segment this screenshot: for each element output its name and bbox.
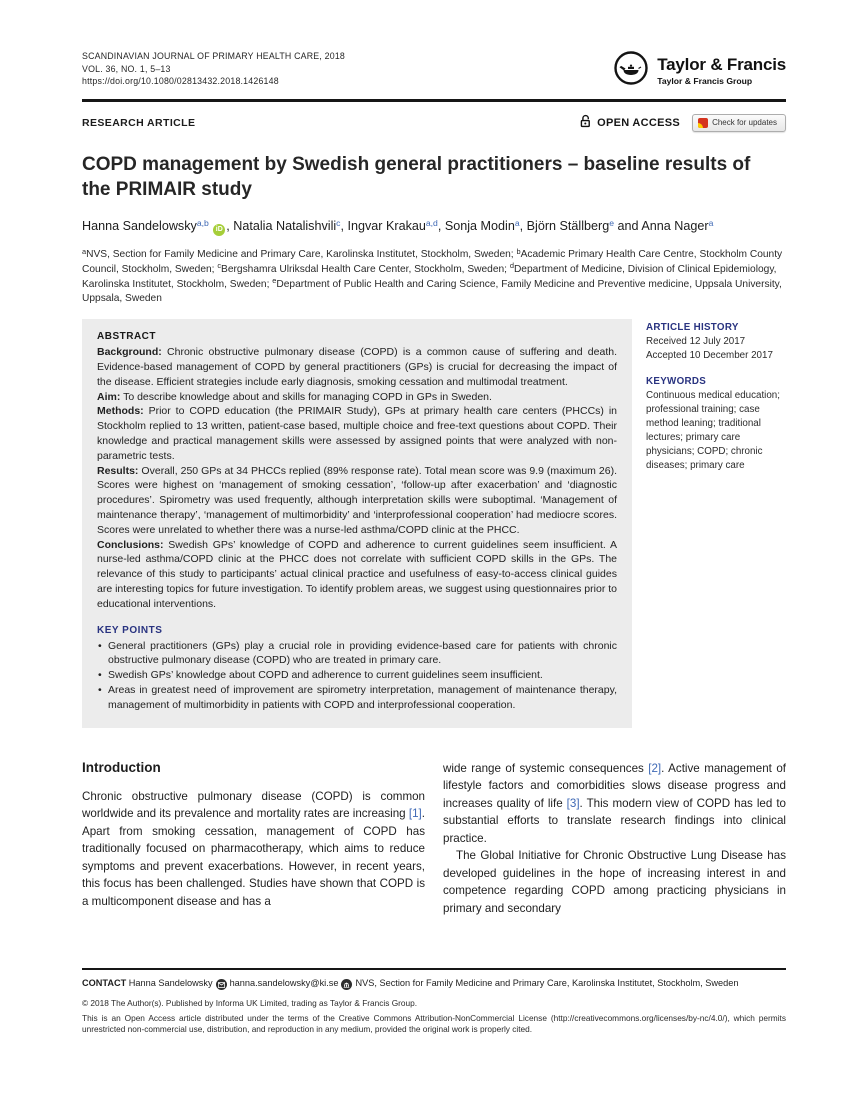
contact-line [82, 977, 786, 991]
key-points-heading: KEY POINTS [97, 624, 163, 636]
badges-cluster [579, 114, 786, 132]
email-icon [216, 979, 227, 990]
journal-volume-line: VOL. 36, NO. 1, 5–13 [82, 63, 171, 74]
affiliation-sup: d [509, 261, 514, 271]
keywords-heading: KEYWORDS [646, 376, 707, 388]
author-line: Hanna Sandelowsky$^{a,b}$ iD , Natalia Natalishvili$^c$, Ingvar Krakau$^{a,d}$, Sonja Modin$^a$, Björn Ställberg$^e$ and Anna Nager$^a$ [82, 218, 737, 237]
author-name: Hanna Sandelowsky [82, 218, 197, 233]
publisher-wordmark [657, 55, 786, 86]
copyright-line: © 2018 The Author(s). Published by Informa UK Limited, trading as Taylor & Francis Group. [82, 998, 418, 1008]
introduction-heading: Introduction [82, 759, 161, 775]
key-point-item: • General practitioners (GPs) play a crucial role in providing evidence-based care for patients with chronic obstructive pulmonary disease (COPD) who are treated in primary care. [97, 639, 617, 669]
article-history-heading: ARTICLE HISTORY [646, 322, 739, 334]
author-affiliation-sup: c [336, 217, 341, 228]
author-name: Björn Ställberg [526, 218, 610, 233]
reference-link[interactable]: [2] [648, 761, 662, 775]
footer-divider [82, 968, 786, 970]
keywords-block [646, 376, 786, 473]
license-text: This is an Open Access article distributed under the terms of the Creative Commons Attribution-NonCommercial License (http://creativecommons.org/licenses/by-nc/4.0/), which permits unrestricted non-commercial use, distribution, and reproduction in any medium, provided the original work is properly cited. [82, 1012, 786, 1034]
affiliation-sup: b [516, 246, 521, 256]
open-access-badge [579, 114, 680, 131]
abstract-paragraph-label: Methods: [97, 405, 144, 418]
reference-link[interactable]: [1] [408, 807, 422, 821]
journal-name-line: SCANDINAVIAN JOURNAL OF PRIMARY HEALTH CARE, 2018 [82, 51, 346, 61]
article-type-bar [82, 114, 786, 132]
author-name: Natalia Natalishvili [233, 218, 337, 233]
author-affiliation-sup: a,d [425, 217, 438, 228]
author-name: Ingvar Krakau [347, 218, 426, 233]
publisher-group: Taylor & Francis Group [657, 76, 753, 86]
article-history-line: Accepted 10 December 2017 [646, 350, 773, 362]
article-body [82, 760, 786, 918]
article-type-label: RESEARCH ARTICLE [82, 116, 196, 129]
affiliation-sup: e [272, 276, 277, 286]
key-points-list [97, 639, 617, 713]
article-info-sidebar [632, 319, 786, 727]
body-paragraph: wide range of systemic consequences [2]. Active management of lifestyle factors and comorbidities slows disease progress and increases quality of life [3]. This modern view of COPD has led to substantial efforts to translate research findings into clinical practice. [443, 761, 787, 845]
author-affiliation-sup: a [708, 217, 714, 228]
page-footer [82, 968, 786, 1036]
abstract-paragraph-label: Aim: [97, 390, 121, 403]
author-name: Anna Nager [641, 218, 709, 233]
journal-metadata [82, 50, 345, 88]
body-paragraph: Chronic obstructive pulmonary disease (COPD) is common worldwide and its prevalence and mortality rates are increasing [1]. Apart from smoking cessation, management of COPD has traditionally focused on pharmacotherapy, which aims to reduce symptoms and prevent exacerbations. However, in recent years, this focus has been challenged. Studies have shown that COPD is a multicomponent disease and has a [82, 789, 425, 908]
abstract-paragraph: Methods: Prior to COPD education (the PRIMAIR Study), GPs at primary health care centers (PHCCs) in Stockholm replied to 13 written, patient-case based, multiple choice and free-text questions about COPD. Their knowledge and practical management skills were assessed by assigned points that were analyzed with non-parametric tests. [97, 405, 617, 462]
author-name: Sonja Modin [444, 218, 515, 233]
contact-address: NVS, Section for Family Medicine and Primary Care, Karolinska Institutet, Stockholm, Sweden [355, 977, 739, 988]
check-for-updates-label: Check for updates [712, 118, 777, 127]
body-right-column [443, 760, 786, 918]
keywords-text: Continuous medical education; professional training; case method leaning; traditional lectures; primary care physicians; COPD; chronic diseases; primary care [646, 390, 780, 472]
affiliation-sup: a [82, 246, 87, 256]
contact-name: Hanna Sandelowsky [128, 977, 213, 988]
abstract-paragraphs [97, 345, 617, 611]
open-access-lock-icon [579, 114, 592, 131]
article-title: COPD management by Swedish general practitioners – baseline results of the PRIMAIR study [82, 153, 751, 200]
author-affiliation-sup: e [609, 217, 615, 228]
article-history-block [646, 322, 786, 363]
affiliations: $^a$NVS, Section for Family Medicine and Primary Care, Karolinska Institutet, Stockholm, Sweden; $^b$Academic Primary Health Care Centre, Stockholm County Council, Stockholm, Sweden; $^c$Bergshamra Ulriksdal Health Care Center, Stockholm, Sweden; $^d$Department of Medicine, Division of Clinical Epidemiology, Karolinska Institutet, Stockholm, Sweden; $^e$Department of Public Health and Caring Science, Family Medicine and Preventive medicine, Uppsala University, Uppsala, Sweden [82, 246, 783, 305]
abstract-heading: ABSTRACT [97, 331, 156, 343]
abstract-paragraph: Conclusions: Swedish GPs’ knowledge of COPD and adherence to current guidelines seem insufficient. A nurse-led asthma/COPD clinic at the PHCC does not correlate with sufficient COPD skills in the GPs. The relevance of this study to participants’ actual clinical practice and usefulness of easy-to-access clinical guides are interesting topics for future investigation. To identify problem areas, we suggest using questionnaires prior to educational interventions. [97, 538, 617, 610]
check-for-updates-button[interactable] [692, 114, 786, 132]
article-history-line: Received 12 July 2017 [646, 336, 746, 348]
affiliation-sup: c [217, 261, 222, 271]
page-header [82, 50, 786, 91]
right-column-paragraphs [443, 760, 786, 918]
article-history-lines [646, 335, 786, 363]
abstract-paragraph: Background: Chronic obstructive pulmonary disease (COPD) is a common cause of suffering and death. Evidence-based management of COPD by general practitioners (GPs) is crucial for decreasing the impact of the disease. Efficient strategies include early diagnosis, smoking cessation and multimodal treatment. [97, 346, 617, 388]
open-access-label: OPEN ACCESS [597, 116, 681, 129]
publisher-name: Taylor & Francis [657, 55, 786, 74]
body-paragraph: The Global Initiative for Chronic Obstructive Lung Disease has developed guidelines in the hope of increasing interest in and competence regarding COPD among practicing physicians in primary and secondary [443, 849, 786, 915]
abstract-paragraph: Results: Overall, 250 GPs at 34 PHCCs replied (89% response rate). Total mean score was 9.9 (maximum 26). Scores were highest on ‘management of smoking cessation’, ‘follow-up after exacerbation’ and ‘diagnostic procedures’. Spirometry was used frequently, although interpretation skills were suboptimal. ‘Management of maintenance therapy’, ‘management of multimorbidity’ and ‘interprofessional cooperation’ had mediocre scores. Scores were unrelated to whether there was a nurse-led asthma/COPD clinic at the PHCC. [97, 464, 617, 536]
taylor-francis-logo [613, 50, 786, 91]
body-left-column [82, 760, 425, 918]
building-icon [341, 979, 352, 990]
left-column-paragraphs [82, 788, 425, 911]
author-affiliation-sup: a,b [196, 217, 209, 228]
abstract-paragraph-label: Background: [97, 346, 162, 359]
abstract-paragraph-label: Conclusions: [97, 538, 164, 551]
abstract-paragraph: Aim: To describe knowledge about and skills for managing COPD in GPs in Sweden. [97, 390, 492, 403]
crossmark-icon [698, 118, 708, 128]
contact-label: CONTACT [82, 977, 127, 988]
orcid-icon[interactable]: iD [213, 224, 225, 236]
key-point-item: • Areas in greatest need of improvement are spirometry interpretation, management of maintenance therapy, management of multimorbidity in patients with COPD and interprofessional cooperation. [97, 683, 617, 713]
abstract-region [82, 319, 786, 727]
header-divider [82, 99, 786, 102]
abstract-paragraph-label: Results: [97, 464, 139, 477]
abstract-box [82, 319, 632, 727]
reference-link[interactable]: [3] [566, 796, 580, 810]
key-point-item: • Swedish GPs’ knowledge about COPD and adherence to current guidelines seem insufficient. [97, 668, 617, 683]
author-affiliation-sup: a [514, 217, 520, 228]
journal-doi-link[interactable]: https://doi.org/10.1080/02813432.2018.1426148 [82, 76, 279, 86]
contact-email-link[interactable]: hanna.sandelowsky@ki.se [229, 977, 339, 988]
taylor-francis-lamp-icon [613, 50, 649, 91]
